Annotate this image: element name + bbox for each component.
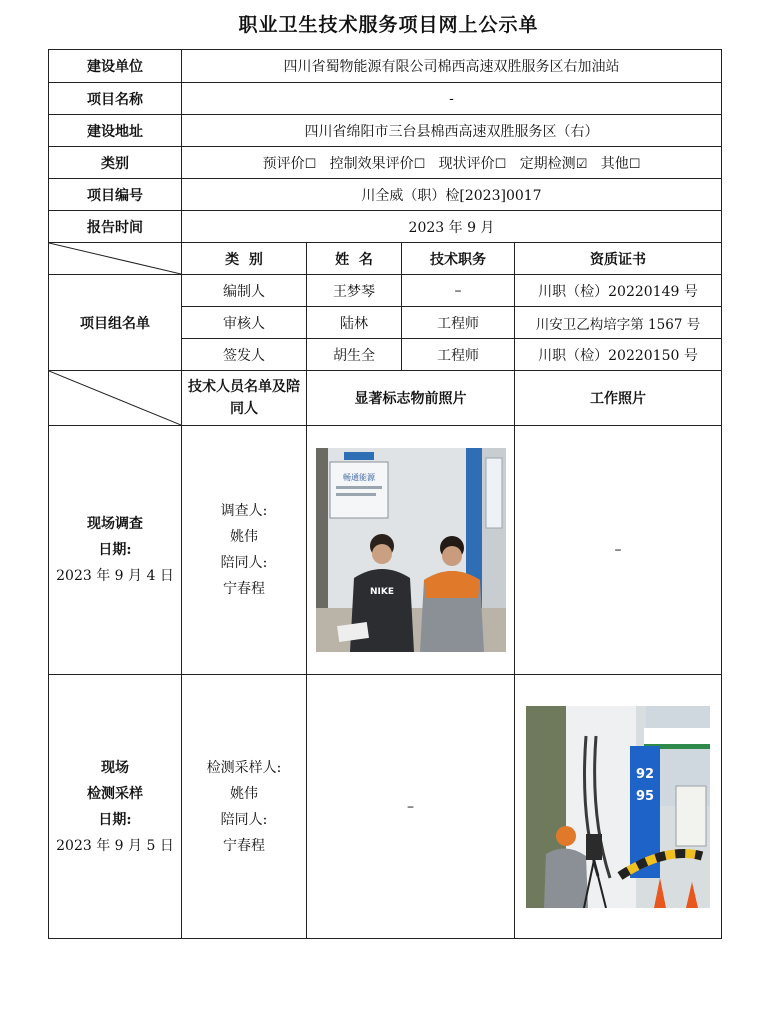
option-status-eval: 现状评价☐ (438, 155, 507, 172)
sampling-row (49, 675, 722, 939)
team-label: 项目组名单 (49, 275, 182, 371)
member-title: 工程师 (402, 339, 515, 371)
project-name-value: - (182, 83, 722, 115)
member-role: 审核人 (182, 307, 307, 339)
member-cert: 川职（检）20220149 号 (515, 275, 722, 307)
option-control-eval: 控制效果评价☐ (329, 155, 426, 172)
unit-value: 四川省蜀物能源有限公司棉西高速双胜服务区右加油站 (182, 50, 722, 83)
survey-date: 2023 年 9 月 4 日 (56, 568, 174, 584)
survey-work-photo: – (515, 426, 722, 675)
team-header-cert: 资质证书 (515, 243, 722, 275)
investigator-name: 姚伟 (230, 529, 258, 545)
sampling-staff (182, 675, 307, 939)
work-photo-header: 工作照片 (515, 371, 722, 426)
checked-checkbox-icon: ☑ (575, 156, 588, 172)
member-title: 工程师 (402, 307, 515, 339)
sampling-title-1: 现场 (101, 759, 129, 776)
survey-title: 现场调查 (87, 516, 143, 532)
work-photo (526, 706, 710, 908)
option-other: 其他☐ (600, 155, 641, 172)
photos-header-row (49, 371, 722, 426)
sampler-label: 检测采样人: (206, 759, 282, 776)
checkbox-icon: ☐ (413, 156, 426, 172)
member-role: 签发人 (182, 339, 307, 371)
team-header-name: 姓 名 (307, 243, 402, 275)
svg-text:NIKE: NIKE (369, 587, 394, 597)
survey-staff (182, 426, 307, 675)
address-value: 四川省绵阳市三台县棉西高速双胜服务区（右） (182, 115, 722, 147)
category-options (182, 147, 722, 179)
survey-date-label: 日期: (98, 542, 132, 558)
member-name: 王梦琴 (307, 275, 402, 307)
category-label: 类别 (49, 147, 182, 179)
diagonal-cell (49, 371, 182, 426)
member-role: 编制人 (182, 275, 307, 307)
pump-92-label: 92 (635, 766, 655, 782)
sampling-landmark-photo: – (307, 675, 515, 939)
sampling-label (49, 675, 182, 939)
page-title: 职业卫生技术服务项目网上公示单 (238, 14, 539, 36)
member-name: 陆林 (307, 307, 402, 339)
sampling-date: 2023 年 9 月 5 日 (56, 837, 174, 854)
landmark-photo-cell (307, 426, 515, 675)
sampling-date-label: 日期: (98, 811, 132, 828)
project-code-value: 川全威（职）检[2023]0017 (182, 179, 722, 211)
project-name-label: 项目名称 (49, 83, 182, 115)
report-time-value: 2023 年 9 月 (182, 211, 722, 243)
work-photo-cell (515, 675, 722, 939)
report-time-label: 报告时间 (49, 211, 182, 243)
row-report-time (49, 211, 722, 243)
address-label: 建设地址 (49, 115, 182, 147)
checkbox-icon: ☐ (304, 156, 317, 172)
companion-label: 陪同人: (220, 811, 268, 828)
pump-95-label: 95 (635, 788, 655, 804)
landmark-photo (316, 448, 506, 652)
team-header-role: 类 别 (182, 243, 307, 275)
member-name: 胡生全 (307, 339, 402, 371)
companion-name: 宁春程 (223, 837, 265, 854)
sign-text: 畅通能源 (342, 473, 375, 482)
option-pre-eval: 预评价☐ (262, 155, 317, 172)
sampling-title-2: 检测采样 (87, 785, 143, 802)
landmark-photo-header: 显著标志物前照片 (307, 371, 515, 426)
unit-label: 建设单位 (49, 50, 182, 83)
diagonal-line (49, 371, 181, 425)
option-periodic-test: 定期检测☑ (519, 155, 588, 172)
team-row (49, 275, 722, 307)
sampler-name: 姚伟 (230, 785, 258, 802)
team-header-row (49, 243, 722, 275)
row-project-name (49, 83, 722, 115)
project-code-label: 项目编号 (49, 179, 182, 211)
staff-header: 技术人员名单及陪同人 (182, 371, 307, 426)
diagonal-line (49, 243, 181, 274)
companion-name: 宁春程 (223, 581, 265, 597)
row-address (49, 115, 722, 147)
survey-row (49, 426, 722, 675)
notice-table (48, 49, 722, 939)
companion-label: 陪同人: (220, 555, 268, 571)
checkbox-icon: ☐ (628, 156, 641, 172)
investigator-label: 调查人: (220, 503, 268, 519)
survey-label (49, 426, 182, 675)
team-header-title: 技术职务 (402, 243, 515, 275)
row-unit (49, 50, 722, 83)
diagonal-cell (49, 243, 182, 275)
checkbox-icon: ☐ (494, 156, 507, 172)
row-project-code (49, 179, 722, 211)
row-category (49, 147, 722, 179)
member-title: – (402, 275, 515, 307)
member-cert: 川安卫乙构培字第 1567 号 (515, 307, 722, 339)
member-cert: 川职（检）20220150 号 (515, 339, 722, 371)
